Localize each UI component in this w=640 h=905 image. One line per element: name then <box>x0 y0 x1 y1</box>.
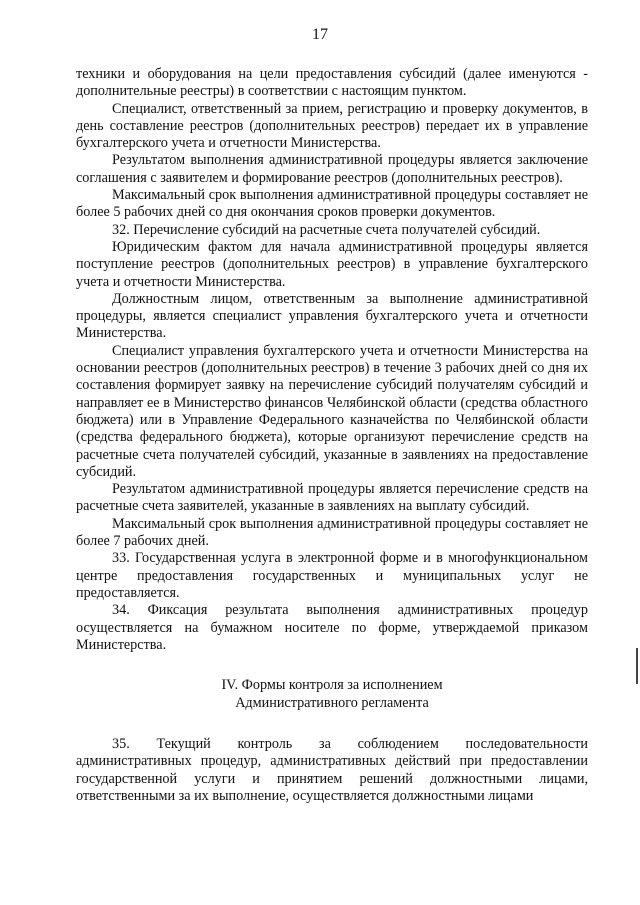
paragraph: Максимальный срок выполнения административной процедуры составляет не более 7 рабочих дней. <box>76 515 588 550</box>
paragraphs-top <box>76 66 588 654</box>
paragraph: Максимальный срок выполнения административной процедуры составляет не более 5 рабочих дней со дня окончания сроков проверки документов. <box>76 187 588 221</box>
paragraph: 32. Перечисление субсидий на расчетные счета получателей субсидий. <box>112 221 541 238</box>
paragraph: Должностным лицом, ответственным за выполнение административной процедуры, является специалист управления бухгалтерского учета и отчетности Министерства. <box>76 290 588 342</box>
paragraph: техники и оборудования на цели предоставления субсидий (далее именуются - дополнительные реестры) в соответствии с настоящим пунктом. <box>76 66 588 100</box>
paragraph: Юридическим фактом для начала административной процедуры является поступление реестров (дополнительных реестров) в управление бухгалтерского учета и отчетности Министерства. <box>76 238 588 290</box>
section-heading <box>76 676 588 712</box>
page-number: 17 <box>312 26 328 43</box>
paragraph: 34. Фиксация результата выполнения административных процедур осуществляется на бумажном носителе по форме, утверждаемой приказом Министерства. <box>76 602 588 653</box>
paragraph: Специалист управления бухгалтерского учета и отчетности Министерства на основании реестров (дополнительных реестров) в течение 3 рабочих дней со дня их составления формирует заявку на перечисление субсидий получателям субсидий и направляет ее в Министерство финансов Челябинской области (средства областного бюджета) или в Управление Федерального казначейства по Челябинской области (средства федерального бюджета), которые организуют перечисление средств на расчетные счета получателей субсидий, указанные в заявлениях на предоставление субсидий. <box>76 342 588 480</box>
section-heading-line2: Административного регламента <box>235 695 429 712</box>
paragraph: 35. Текущий контроль за соблюдением последовательности административных процедур, административных действий при предоставлении государственной услуги и принятием решений должностными лицами, ответственными за их выполнение, осуществляется должностными лицами <box>76 736 588 804</box>
paragraph: 33. Государственная услуга в электронной форме и в многофункциональном центре предоставления государственных и муниципальных услуг не предоставляется. <box>76 550 588 601</box>
document-body <box>76 66 588 805</box>
paragraph: Результатом административной процедуры является перечисление средств на расчетные счета заявителей, указанные в заявлениях на выплату субсидий. <box>76 481 588 515</box>
section-heading-line1: IV. Формы контроля за исполнением <box>221 677 443 694</box>
paragraph: Специалист, ответственный за прием, регистрацию и проверку документов, в день составление реестров (дополнительных реестров) передает их в управление бухгалтерского учета и отчетности Министерства. <box>76 100 588 152</box>
paragraph: Результатом выполнения административной процедуры является заключение соглашения с заявителем и формирование реестров (дополнительных реестров). <box>76 152 588 186</box>
scan-edge-mark <box>636 648 638 684</box>
paragraphs-bottom <box>76 736 588 805</box>
